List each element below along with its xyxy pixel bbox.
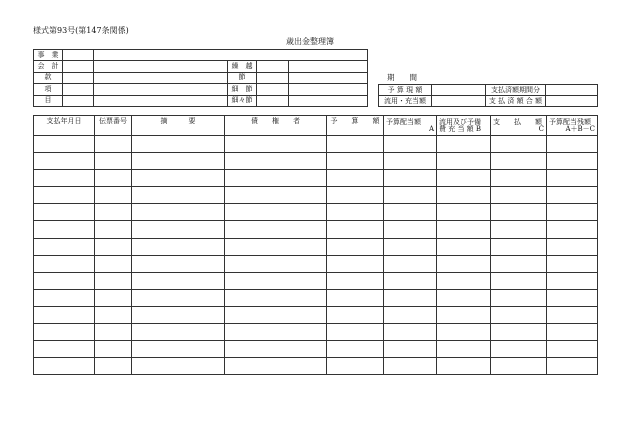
table-cell [95,187,132,204]
table-cell [491,153,547,170]
table-cell [34,221,95,238]
table-cell [547,153,598,170]
table-cell [132,272,225,289]
label-saisetsu: 細 節 [228,84,257,95]
header-payment-amount-bottom: C [538,124,544,133]
table-row [34,204,598,221]
table-cell [225,187,327,204]
table-cell [384,289,437,306]
table-cell [225,289,327,306]
table-row [34,341,598,358]
table-cell [547,358,598,375]
label-budget-current: 予 算 現 額 [379,85,432,96]
table-cell [132,255,225,272]
table-cell [327,204,384,221]
table-cell [225,136,327,153]
table-cell [327,289,384,306]
table-cell [547,221,598,238]
table-cell [547,204,598,221]
table-cell [384,170,437,187]
label-diversion-allocation: 流用・充当額 [379,96,432,107]
table-cell [34,306,95,323]
table-cell [547,341,598,358]
table-cell [95,170,132,187]
header-budget-allocation-bottom: A [428,124,434,133]
table-cell [491,289,547,306]
header-diversion-top: 流用及び予備 [439,117,481,126]
table-cell [327,238,384,255]
table-cell [34,238,95,255]
table-cell [437,221,491,238]
table-cell [34,289,95,306]
label-business: 事 業 [34,50,63,61]
table-row [34,238,598,255]
table-cell [34,187,95,204]
table-cell [225,255,327,272]
table-cell [327,324,384,341]
header-summary: 摘 要 [132,116,225,136]
table-cell [384,136,437,153]
table-cell [491,255,547,272]
table-cell [437,255,491,272]
table-cell [34,204,95,221]
table-cell [491,221,547,238]
table-cell [327,153,384,170]
table-cell [95,204,132,221]
table-cell [225,153,327,170]
table-row [34,136,598,153]
table-cell [547,306,598,323]
table-cell [547,136,598,153]
table-cell [225,170,327,187]
table-cell [384,238,437,255]
table-row [34,324,598,341]
table-cell [384,255,437,272]
table-cell [437,358,491,375]
header-creditor: 債 権 者 [225,116,327,136]
label-moku: 目 [34,95,63,106]
table-cell [547,289,598,306]
table-cell [132,238,225,255]
table-cell [34,255,95,272]
table-cell [384,221,437,238]
table-row [34,272,598,289]
table-cell [547,238,598,255]
table-cell [225,238,327,255]
table-cell [34,170,95,187]
table-cell [132,358,225,375]
table-cell [34,136,95,153]
form-id: 様式第93号(第147条関係) [33,26,129,35]
table-cell [95,255,132,272]
table-cell [491,358,547,375]
table-cell [547,187,598,204]
table-cell [437,170,491,187]
table-cell [34,153,95,170]
table-cell [95,221,132,238]
period-label: 期 間 [387,73,417,82]
table-cell [491,272,547,289]
header-payment-amount [491,116,547,136]
table-cell [327,306,384,323]
table-cell [95,341,132,358]
label-paid-period: 支払済額期間分 [486,85,546,96]
table-cell [95,238,132,255]
page-title: 歳出金整理簿 [286,37,334,46]
table-cell [225,221,327,238]
table-cell [491,306,547,323]
label-kan: 款 [34,72,63,83]
table-cell [491,170,547,187]
account-info-table [33,49,368,107]
label-carryover: 繰 越 [228,61,257,72]
label-kou: 項 [34,84,63,95]
table-cell [327,136,384,153]
table-row [34,170,598,187]
header-budget-allocation-top: 予算配当額 [386,117,421,126]
table-row [34,153,598,170]
table-cell [327,272,384,289]
table-cell [491,187,547,204]
budget-summary-table [378,84,598,107]
table-row [34,289,598,306]
table-row [34,221,598,238]
table-cell [327,221,384,238]
table-cell [437,272,491,289]
table-cell [132,153,225,170]
table-cell [547,272,598,289]
header-budget-allocation [384,116,437,136]
table-cell [132,187,225,204]
table-cell [547,324,598,341]
table-cell [384,187,437,204]
table-cell [132,341,225,358]
table-cell [95,272,132,289]
table-cell [437,306,491,323]
ledger-table [33,115,598,375]
table-cell [225,306,327,323]
table-cell [132,324,225,341]
table-cell [384,324,437,341]
table-cell [491,136,547,153]
table-cell [95,136,132,153]
table-cell [225,204,327,221]
table-cell [491,238,547,255]
table-row [34,358,598,375]
table-cell [437,153,491,170]
label-accounting: 会 計 [34,61,63,72]
table-cell [437,187,491,204]
table-cell [327,358,384,375]
table-cell [132,136,225,153]
table-cell [95,153,132,170]
table-cell [437,289,491,306]
header-remaining [547,116,598,136]
label-setsu: 節 [228,72,257,83]
table-cell [34,341,95,358]
table-cell [132,204,225,221]
table-cell [225,341,327,358]
label-paid-total: 支 払 済 額 合 額 [486,96,546,107]
header-budget-amount: 予 算 額 [327,116,384,136]
table-row [34,187,598,204]
table-cell [491,204,547,221]
table-cell [95,358,132,375]
table-cell [437,341,491,358]
table-cell [437,136,491,153]
table-cell [34,324,95,341]
table-cell [437,324,491,341]
table-cell [547,170,598,187]
table-cell [384,341,437,358]
table-cell [95,306,132,323]
table-cell [132,170,225,187]
table-cell [34,272,95,289]
header-diversion [437,116,491,136]
table-row [34,306,598,323]
table-cell [132,289,225,306]
table-cell [327,170,384,187]
table-cell [437,204,491,221]
table-cell [491,341,547,358]
table-cell [384,204,437,221]
table-cell [225,272,327,289]
label-saisaisetsu: 細々節 [228,95,257,106]
table-cell [547,255,598,272]
table-cell [437,238,491,255]
table-cell [132,221,225,238]
table-cell [95,324,132,341]
header-payment-amount-top: 支 払 額 [493,117,542,126]
table-cell [225,358,327,375]
table-cell [327,255,384,272]
table-cell [327,341,384,358]
header-voucher-number: 伝票番号 [95,116,132,136]
header-remaining-bottom: A＋B－C [565,124,595,133]
table-cell [225,324,327,341]
table-cell [95,289,132,306]
table-cell [132,306,225,323]
table-cell [384,153,437,170]
header-remaining-top: 予算配当残額 [549,117,591,126]
table-cell [384,358,437,375]
table-cell [327,187,384,204]
table-cell [384,272,437,289]
header-diversion-bottom: 費 充 当 額 B [439,124,482,133]
table-cell [384,306,437,323]
ledger-body [34,136,598,375]
table-cell [491,324,547,341]
table-cell [34,358,95,375]
header-payment-date: 支払年月日 [34,116,95,136]
table-row [34,255,598,272]
